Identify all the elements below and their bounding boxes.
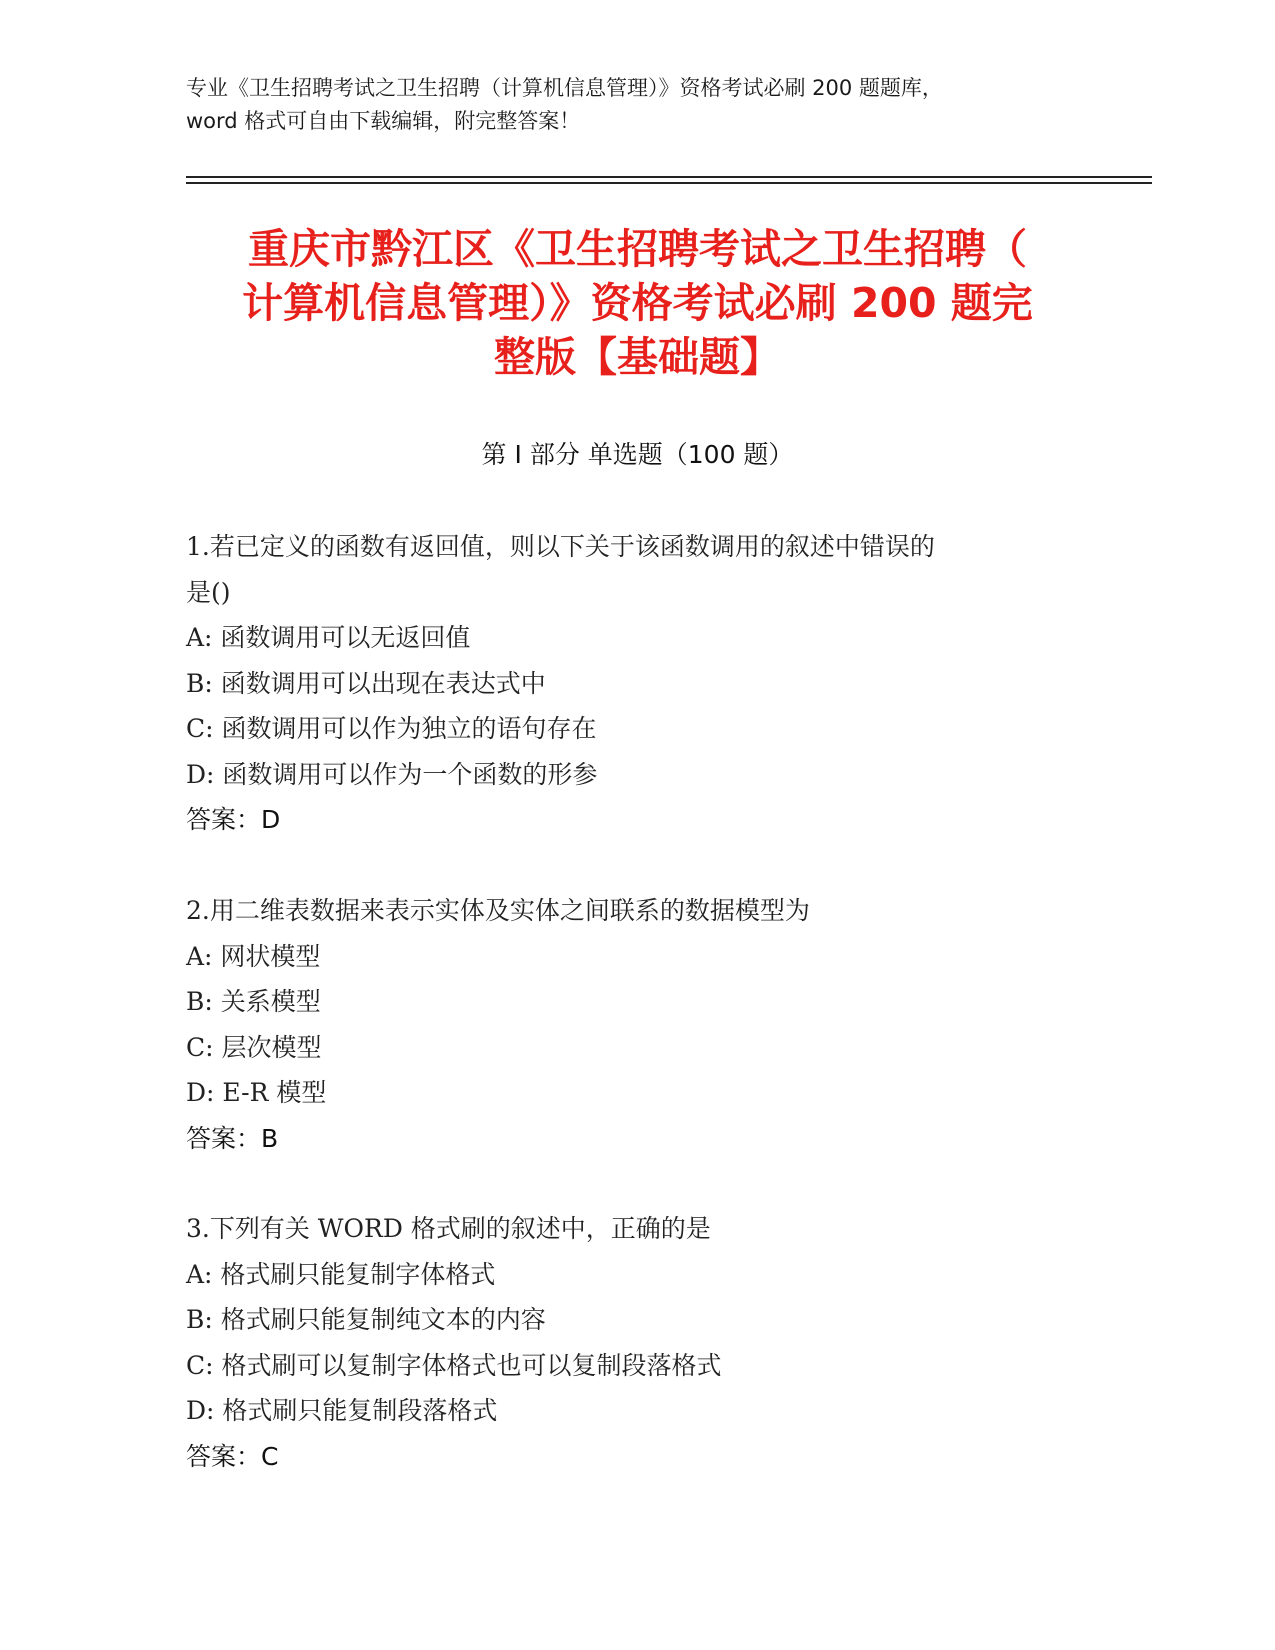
option-c: C: 函数调用可以作为独立的语句存在 [186,714,597,743]
option-a: A: 函数调用可以无返回值 [186,623,471,652]
document-title-line-1: 重庆市黔江区《卫生招聘考试之卫生招聘（ [248,225,1027,273]
answer: 答案：C [186,1441,279,1471]
document-title-line-3: 整版【基础题】 [494,333,781,381]
option-d: D: 格式刷只能复制段落格式 [186,1396,498,1425]
question-stem: 1.若已定义的函数有返回值，则以下关于该函数调用的叙述中错误的 [186,532,935,561]
option-d: D: E-R 模型 [186,1078,327,1107]
question-2 [186,888,1086,1161]
option-b: B: 关系模型 [186,987,321,1016]
document-title [150,222,1125,384]
option-a: A: 网状模型 [186,941,321,971]
question-stem-continued: 是() [186,577,231,607]
header-divider-top [186,176,1152,178]
answer: 答案：B [186,1123,279,1153]
document-title-line-2: 计算机信息管理）》资格考试必刷 200 题完 [242,279,1033,327]
header-note [186,72,1086,138]
option-a: A: 格式刷只能复制字体格式 [186,1259,496,1289]
header-note-line-2: word 格式可自由下载编辑，附完整答案！ [186,109,581,133]
option-c: C: 格式刷可以复制字体格式也可以复制段落格式 [186,1350,722,1380]
question-stem: 3.下列有关 WORD 格式刷的叙述中，正确的是 [186,1214,711,1243]
header-divider-bottom [186,182,1152,184]
question-stem: 2.用二维表数据来表示实体及实体之间联系的数据模型为 [186,896,810,925]
option-d: D: 函数调用可以作为一个函数的形参 [186,759,598,789]
option-b: B: 格式刷只能复制纯文本的内容 [186,1305,546,1334]
question-1 [186,524,1086,843]
section-title: 第 I 部分 单选题（100 题） [481,440,794,469]
option-c: C: 层次模型 [186,1032,322,1062]
header-note-line-1: 专业《卫生招聘考试之卫生招聘（计算机信息管理）》资格考试必刷 200 题题库， [186,76,943,100]
answer: 答案：D [186,805,281,834]
question-3 [186,1206,1086,1479]
option-b: B: 函数调用可以出现在表达式中 [186,668,546,698]
